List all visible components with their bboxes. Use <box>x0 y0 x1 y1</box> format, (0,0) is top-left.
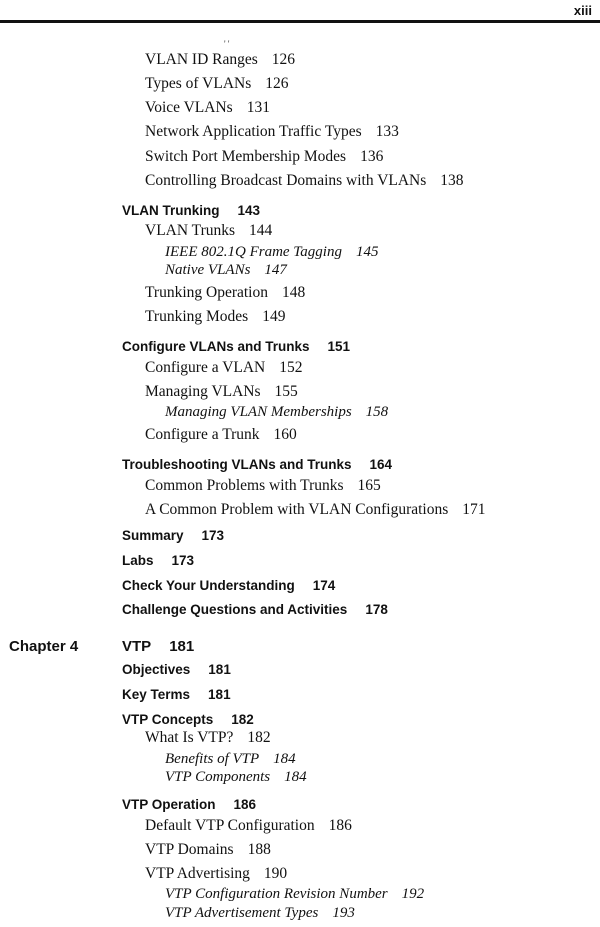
toc-section-heading[interactable]: Labs 173 <box>122 553 195 568</box>
toc-entry[interactable]: VLAN Trunks 144 <box>145 222 273 239</box>
toc-section-heading[interactable]: Configure VLANs and Trunks 151 <box>122 339 351 354</box>
toc-subentry[interactable]: IEEE 802.1Q Frame Tagging 145 <box>165 244 379 260</box>
toc-section-heading[interactable]: Objectives 181 <box>122 662 231 677</box>
toc-entry[interactable]: Controlling Broadcast Domains with VLANs 138 <box>145 172 464 189</box>
toc-entry[interactable]: Network Application Traffic Types 133 <box>145 123 399 140</box>
toc-entry[interactable]: VLAN ID Ranges 126 <box>145 51 296 68</box>
toc-entry[interactable]: A Common Problem with VLAN Configurations 171 <box>145 501 486 518</box>
toc-entry[interactable]: Types of VLANs 126 <box>145 75 289 92</box>
toc-section-heading[interactable]: VTP Concepts 182 <box>122 712 254 727</box>
header-rule <box>0 20 600 23</box>
chapter-title[interactable]: VTP 181 <box>122 638 195 655</box>
toc-entry[interactable]: Voice VLANs 131 <box>145 99 270 116</box>
toc-section-heading[interactable]: VLAN Trunking 143 <box>122 203 261 218</box>
toc-section-heading[interactable]: Key Terms 181 <box>122 687 231 702</box>
print-mark: ' ' <box>224 39 230 49</box>
toc-section-heading[interactable]: Challenge Questions and Activities 178 <box>122 602 388 617</box>
chapter-label: Chapter 4 <box>9 638 79 655</box>
toc-entry[interactable]: Common Problems with Trunks 165 <box>145 477 381 494</box>
toc-subentry[interactable]: VTP Advertisement Types 193 <box>165 905 355 921</box>
toc-entry[interactable]: VTP Domains 188 <box>145 841 271 858</box>
toc-subentry[interactable]: VTP Components 184 <box>165 769 307 785</box>
toc-subentry[interactable]: Native VLANs 147 <box>165 262 287 278</box>
toc-entry[interactable]: VTP Advertising 190 <box>145 865 288 882</box>
toc-section-heading[interactable]: Check Your Understanding 174 <box>122 578 336 593</box>
toc-entry[interactable]: Trunking Modes 149 <box>145 308 286 325</box>
toc-entry[interactable]: Default VTP Configuration 186 <box>145 817 352 834</box>
toc-subentry[interactable]: Managing VLAN Memberships 158 <box>165 404 389 420</box>
toc-entry[interactable]: Trunking Operation 148 <box>145 284 306 301</box>
toc-section-heading[interactable]: VTP Operation 186 <box>122 797 257 812</box>
toc-subentry[interactable]: Benefits of VTP 184 <box>165 751 296 767</box>
toc-entry[interactable]: What Is VTP? 182 <box>145 729 271 746</box>
toc-entry[interactable]: Switch Port Membership Modes 136 <box>145 148 384 165</box>
page-number: xiii <box>573 3 592 18</box>
toc-entry[interactable]: Managing VLANs 155 <box>145 383 298 400</box>
toc-subentry[interactable]: VTP Configuration Revision Number 192 <box>165 886 425 902</box>
toc-section-heading[interactable]: Summary 173 <box>122 528 225 543</box>
toc-entry[interactable]: Configure a Trunk 160 <box>145 426 297 443</box>
toc-section-heading[interactable]: Troubleshooting VLANs and Trunks 164 <box>122 457 393 472</box>
toc-entry[interactable]: Configure a VLAN 152 <box>145 359 303 376</box>
